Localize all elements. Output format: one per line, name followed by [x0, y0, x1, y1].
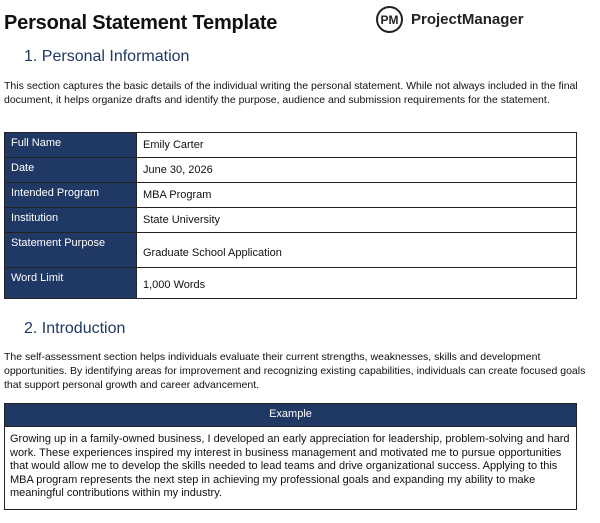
row-value[interactable]: Emily Carter	[137, 133, 577, 158]
section-heading-personal-information: 1. Personal Information	[24, 48, 190, 65]
pm-logo-icon: PM	[376, 6, 403, 33]
row-label: Date	[5, 158, 137, 183]
row-value[interactable]: MBA Program	[137, 183, 577, 208]
section-description-personal-information: This section captures the basic details of the individual writing the personal statement. While not always included in the final document, it helps organize drafts and identify the purpose, audience and submission requirements for the statement.	[4, 80, 578, 106]
projectmanager-logo	[376, 6, 524, 33]
table-row	[5, 133, 577, 158]
example-header: Example	[5, 404, 576, 427]
row-label: Intended Program	[5, 183, 137, 208]
logo-text: ProjectManager	[411, 11, 524, 28]
row-label: Full Name	[5, 133, 137, 158]
row-label: Statement Purpose	[5, 233, 137, 268]
section-heading-introduction: 2. Introduction	[24, 320, 126, 337]
page-title: Personal Statement Template	[4, 12, 278, 34]
row-label: Word Limit	[5, 268, 137, 299]
personal-information-table	[4, 132, 577, 299]
row-label: Institution	[5, 208, 137, 233]
table-row	[5, 158, 577, 183]
table-row	[5, 233, 577, 268]
row-value[interactable]: Graduate School Application	[137, 233, 577, 268]
table-row	[5, 183, 577, 208]
row-value[interactable]: 1,000 Words	[137, 268, 577, 299]
table-row	[5, 268, 577, 299]
row-value[interactable]: State University	[137, 208, 577, 233]
table-row	[5, 208, 577, 233]
section-description-introduction: The self-assessment section helps individuals evaluate their current strengths, weaknesses, skills and development opportunities. By identifying areas for improvement and recognizing existing capabilities, individuals can create focused goals that support personal growth and career advancement.	[4, 351, 586, 391]
example-text[interactable]: Growing up in a family-owned business, I developed an early appreciation for leadership, problem-solving and hard work. These experiences inspired my interest in business management and motivated me to pursue opportunities that would allow me to develop the skills needed to lead teams and drive organizational success. Applying to this MBA program represents the next step in achieving my professional goals and expanding my ability to make meaningful contributions within my industry.	[10, 433, 570, 499]
row-value[interactable]: June 30, 2026	[137, 158, 577, 183]
example-box	[4, 403, 577, 510]
